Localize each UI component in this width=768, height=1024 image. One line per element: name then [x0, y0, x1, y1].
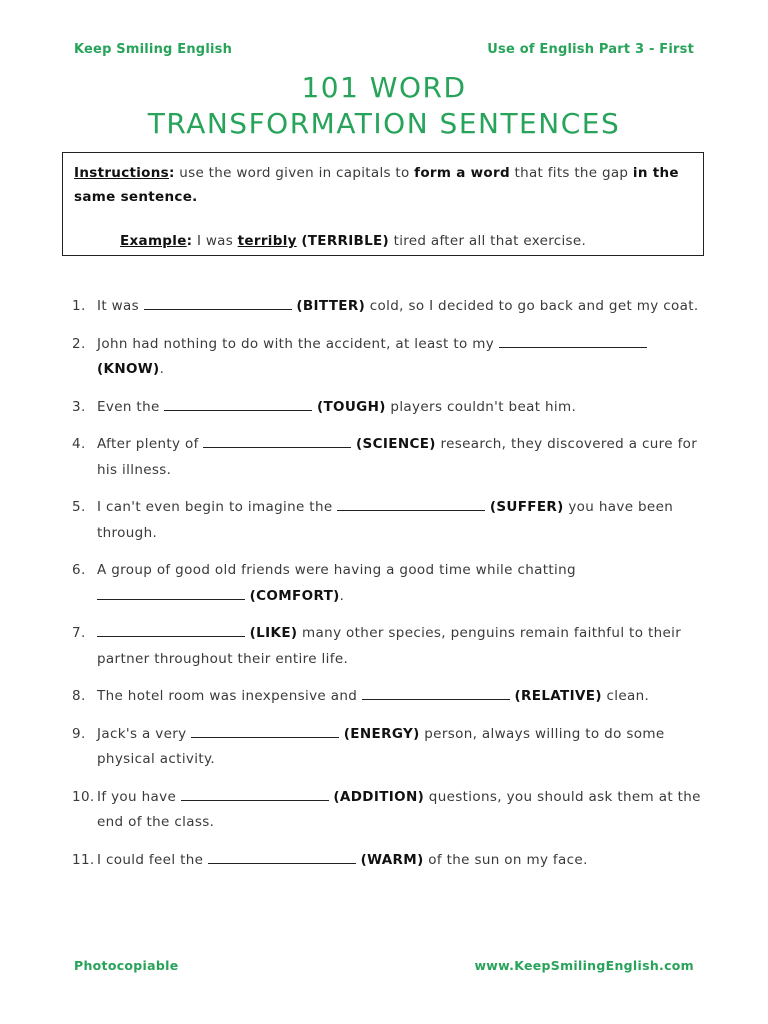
item-number: 11.	[72, 851, 95, 868]
item-keyword: (TOUGH)	[316, 398, 386, 415]
exercise-item	[72, 332, 702, 383]
item-number: 6.	[72, 562, 86, 578]
item-sentence: John had nothing to do with the accident, at least to my (KNOW).	[97, 332, 702, 383]
header-section: Use of English Part 3 - First	[487, 42, 694, 57]
answer-blank[interactable]	[337, 496, 485, 511]
item-number: 8.	[72, 688, 86, 704]
item-keyword: (KNOW)	[97, 361, 160, 377]
item-sentence: If you have (ADDITION) questions, you should ask them at the end of the class.	[97, 785, 702, 836]
item-keyword: (ENERGY)	[343, 725, 420, 742]
instructions-box	[62, 152, 704, 256]
item-number: 9.	[72, 725, 86, 742]
item-keyword: (ADDITION)	[333, 788, 425, 805]
item-number: 1.	[72, 298, 86, 314]
footer-photocopiable: Photocopiable	[74, 958, 179, 973]
instructions-label: Instructions	[74, 165, 169, 181]
answer-blank[interactable]	[203, 433, 351, 448]
exercise-item	[72, 432, 702, 483]
answer-blank[interactable]	[208, 849, 356, 864]
exercise-item	[72, 848, 702, 874]
item-sentence: I could feel the (WARM) of the sun on my face.	[97, 848, 702, 874]
item-number: 7.	[72, 625, 86, 641]
item-sentence: I can't even begin to imagine the (SUFFER) you have been through.	[97, 495, 702, 546]
item-sentence: A group of good old friends were having a good time while chatting (COMFORT).	[97, 562, 576, 604]
item-number: 3.	[72, 398, 86, 415]
answer-blank[interactable]	[97, 622, 245, 637]
answer-blank[interactable]	[362, 685, 510, 700]
exercise-item	[72, 785, 702, 836]
item-number: 4.	[72, 436, 86, 452]
page-title	[0, 70, 768, 142]
item-sentence: It was (BITTER) cold, so I decided to go back and get my coat.	[97, 294, 702, 320]
example-sentence: Example: I was terribly (TERRIBLE) tired after all that exercise.	[120, 233, 587, 249]
header-brand: Keep Smiling English	[74, 42, 233, 57]
answer-blank[interactable]	[499, 333, 647, 348]
item-sentence: Jack's a very (ENERGY) person, always willing to do some physical activity.	[97, 722, 702, 773]
instructions-text: Instructions: use the word given in capitals to form a word that fits the gap in the same sentence.	[74, 165, 679, 205]
item-keyword: (BITTER)	[296, 298, 366, 314]
exercise-item	[72, 722, 702, 773]
exercise-list	[72, 294, 702, 885]
answer-blank[interactable]	[164, 396, 312, 411]
item-keyword: (SCIENCE)	[356, 436, 436, 452]
item-sentence: (LIKE) many other species, penguins remain faithful to their partner throughout their entire life.	[97, 621, 702, 672]
exercise-item	[72, 621, 702, 672]
item-keyword: (COMFORT)	[249, 587, 340, 604]
item-sentence: After plenty of (SCIENCE) research, they discovered a cure for his illness.	[97, 432, 702, 483]
example-answer: terribly	[237, 233, 297, 249]
title-line-2: TRANSFORMATION SENTENCES	[147, 107, 621, 140]
item-keyword: (LIKE)	[249, 625, 298, 641]
example-label: Example	[120, 233, 187, 249]
example-keyword: (TERRIBLE)	[301, 233, 390, 249]
answer-blank[interactable]	[191, 723, 339, 738]
title-line-1: 101 WORD	[301, 71, 467, 104]
item-keyword: (WARM)	[360, 851, 424, 868]
exercise-item	[72, 395, 702, 421]
footer-website: www.KeepSmilingEnglish.com	[474, 958, 694, 973]
item-sentence: The hotel room was inexpensive and (RELATIVE) clean.	[97, 684, 702, 710]
exercise-item	[72, 558, 702, 609]
item-keyword: (SUFFER)	[489, 499, 564, 515]
item-keyword: (RELATIVE)	[514, 688, 602, 704]
answer-blank[interactable]	[144, 295, 292, 310]
answer-blank[interactable]	[97, 585, 245, 600]
item-sentence: Even the (TOUGH) players couldn't beat him.	[97, 395, 702, 421]
item-number: 10.	[72, 788, 95, 805]
answer-blank[interactable]	[181, 786, 329, 801]
exercise-item	[72, 684, 702, 710]
exercise-item	[72, 495, 702, 546]
item-number: 5.	[72, 499, 86, 515]
exercise-item	[72, 294, 702, 320]
item-number: 2.	[72, 335, 86, 352]
